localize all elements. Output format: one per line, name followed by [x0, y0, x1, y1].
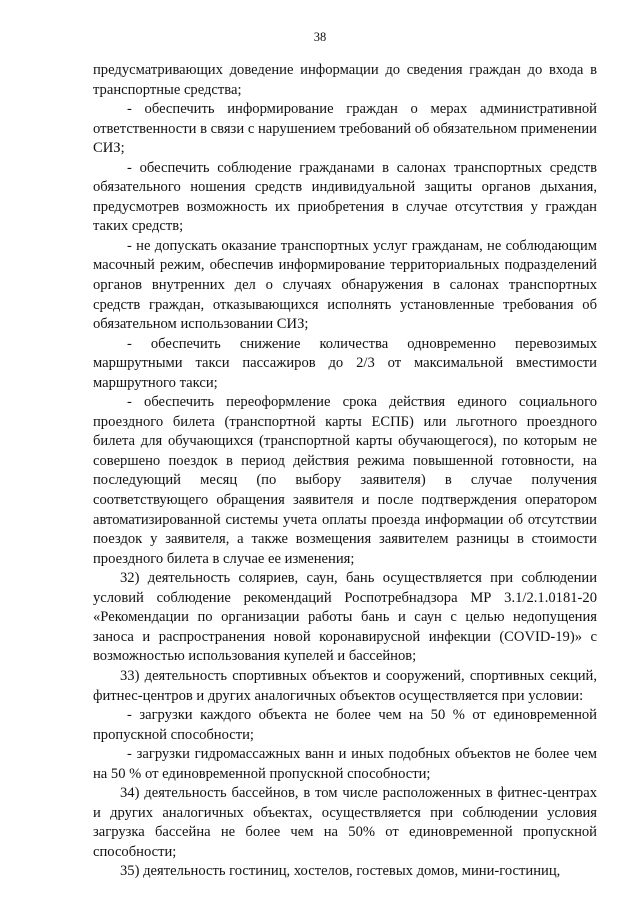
- numbered-item-35: 35) деятельность гостиниц, хостелов, гостевых домов, мини-гостиниц,: [120, 863, 561, 880]
- paragraph-continuation: предусматривающих доведение информации до сведения граждан до входа в транспортные средства;: [93, 62, 597, 98]
- bullet-paragraph: - не допускать оказание транспортных услуг гражданам, не соблюдающим масочный режим, обеспечив информирование территориальных подразделений органов внутренних дел о случаях обнаружения в салонах транспортных средств граждан, отказывающихся исполнять установленные требования об обязательном использовании СИЗ;: [93, 237, 597, 333]
- bullet-paragraph: - загрузки каждого объекта не более чем на 50 % от единовременной пропускной способности;: [93, 707, 597, 743]
- page-number: 38: [313, 30, 327, 44]
- numbered-item-34: 34) деятельность бассейнов, в том числе расположенных в фитнес-центрах и других аналогичных объектах, осуществляется при соблюдении условия загрузка бассейна не более чем на 50% от единовременной пропускной способности;: [93, 785, 597, 860]
- numbered-item-32: 32) деятельность соляриев, саун, бань осуществляется при соблюдении условий соблюдение рекомендаций Роспотребнадзора МР 3.1/2.1.0181-20 «Рекомендации по организации работы бань и саун с целью недопущения заноса и распространения новой коронавирусной инфекции (COVID-19)» с возможностью использования купелей и бассейнов;: [93, 570, 597, 665]
- bullet-paragraph: - обеспечить соблюдение гражданами в салонах транспортных средств обязательного ношения средств индивидуальной защиты органов дыхания, предусмотрев возможность их приобретения в случае отсутствия у граждан таких средств;: [93, 159, 597, 235]
- bullet-paragraph: - обеспечить снижение количества одновременно перевозимых маршрутными такси пассажиров до 2/3 от максимальной вместимости маршрутного такси;: [93, 335, 597, 391]
- bullet-paragraph: - загрузки гидромассажных ванн и иных подобных объектов не более чем на 50 % от единовременной пропускной способности;: [93, 746, 597, 782]
- document-body: [93, 61, 597, 882]
- bullet-paragraph: - обеспечить переоформление срока действия единого социального проездного билета (транспортной карты ЕСПБ) или льготного проездного билета для обучающихся (транспортной карты обучающегося), по которым не совершено поездок в период действия режима повышенной готовности, на последующий месяц (по выбору заявителя) в случае получения соответствующего обращения заявителя и после подтверждения оператором автоматизированной системы учета оплаты проезда информации об отсутствии поездок у заявителя, а также возмещения заявителем разницы в стоимости проездного билета в случае ее изменения;: [93, 394, 597, 567]
- bullet-paragraph: - обеспечить информирование граждан о мерах административной ответственности в связи с нарушением требований об обязательном применении СИЗ;: [93, 101, 597, 157]
- numbered-item-33: 33) деятельность спортивных объектов и сооружений, спортивных секций, фитнес-центров и других аналогичных объектов осуществляется при условии:: [93, 667, 597, 704]
